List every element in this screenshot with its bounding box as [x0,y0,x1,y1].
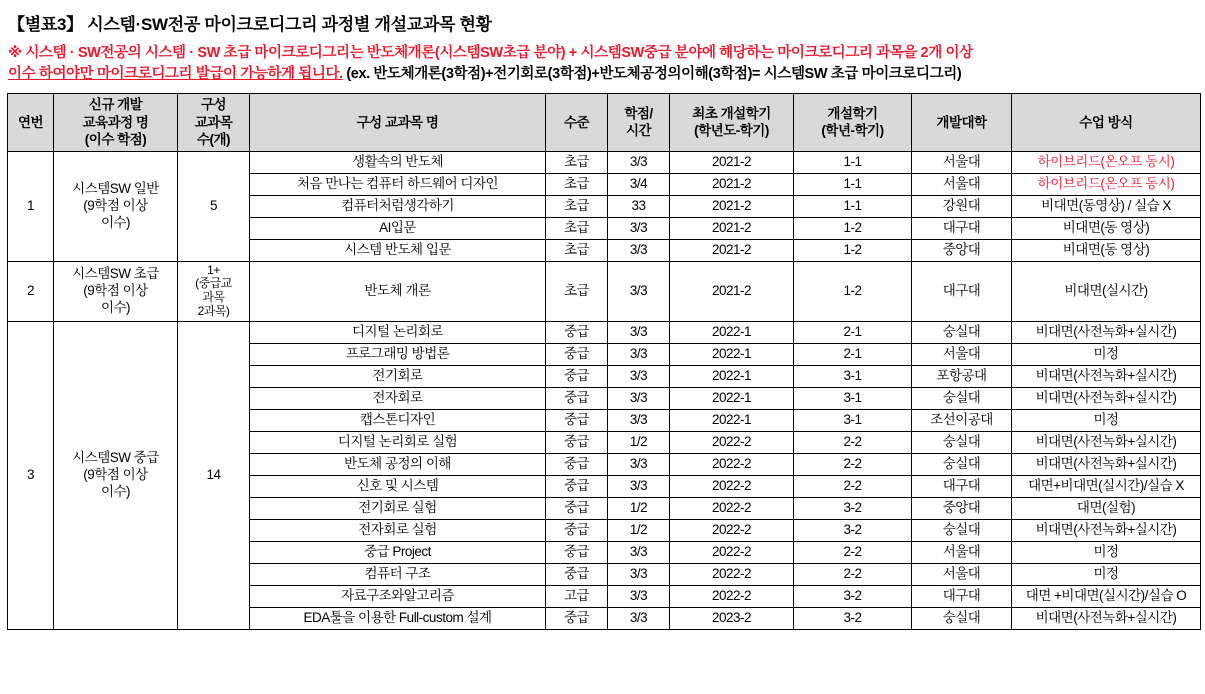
cell-class-mode: 하이브리드(온오프 동시) [1012,173,1201,195]
cell-open-term: 1-1 [794,195,912,217]
cell-open-term: 2-2 [794,431,912,453]
table-header-row [8,94,1201,152]
cell-university: 서울대 [912,151,1012,173]
cell-first-term: 2023-2 [670,607,794,629]
cell-first-term: 2021-2 [670,239,794,261]
cell-level: 초급 [546,217,608,239]
cell-level: 중급 [546,365,608,387]
cell-open-term: 3-2 [794,585,912,607]
cell-level: 중급 [546,321,608,343]
column-header-track: 신규 개발 교육과정 명 (이수 학점) [54,94,178,152]
cell-university: 숭실대 [912,387,1012,409]
cell-open-term: 3-1 [794,387,912,409]
cell-subject: 자료구조와알고리즘 [250,585,546,607]
cell-subject: AI입문 [250,217,546,239]
cell-university: 서울대 [912,343,1012,365]
cell-level: 초급 [546,195,608,217]
cell-level: 초급 [546,261,608,321]
cell-first-term: 2022-1 [670,387,794,409]
cell-subject: 프로그래밍 방법론 [250,343,546,365]
cell-first-term: 2021-2 [670,217,794,239]
cell-course-count: 1+ (중급교 과목 2과목) [178,261,250,321]
column-header-class-mode: 수업 방식 [1012,94,1201,152]
cell-open-term: 2-1 [794,343,912,365]
cell-level: 중급 [546,541,608,563]
cell-subject: 전기회로 실험 [250,497,546,519]
cell-credit: 3/3 [608,343,670,365]
cell-credit: 3/3 [608,387,670,409]
cell-level: 중급 [546,607,608,629]
cell-first-term: 2022-2 [670,431,794,453]
cell-class-mode: 비대면(동 영상) [1012,239,1201,261]
cell-subject: 전자회로 실험 [250,519,546,541]
cell-university: 서울대 [912,563,1012,585]
cell-open-term: 2-2 [794,475,912,497]
cell-first-term: 2022-1 [670,365,794,387]
notice-block [8,43,1199,85]
cell-university: 숭실대 [912,519,1012,541]
cell-university: 중앙대 [912,497,1012,519]
cell-university: 포항공대 [912,365,1012,387]
cell-open-term: 3-2 [794,497,912,519]
cell-first-term: 2022-2 [670,519,794,541]
cell-subject: 처음 만나는 컴퓨터 하드웨어 디자인 [250,173,546,195]
cell-credit: 33 [608,195,670,217]
cell-level: 중급 [546,497,608,519]
cell-open-term: 3-1 [794,409,912,431]
cell-credit: 3/3 [608,541,670,563]
cell-credit: 3/3 [608,453,670,475]
cell-subject: 컴퓨터 구조 [250,563,546,585]
cell-class-mode: 비대면(동 영상) [1012,217,1201,239]
cell-university: 숭실대 [912,607,1012,629]
cell-credit: 1/2 [608,431,670,453]
page-title: 【별표3】 시스템·SW전공 마이크로디그리 과정별 개설교과목 현황 [8,15,492,34]
cell-level: 고급 [546,585,608,607]
column-header-first-term: 최초 개설학기 (학년도-학기) [670,94,794,152]
table-row [8,151,1201,173]
cell-level: 중급 [546,563,608,585]
cell-open-term: 2-1 [794,321,912,343]
cell-university: 대구대 [912,261,1012,321]
cell-open-term: 1-2 [794,239,912,261]
cell-university: 서울대 [912,541,1012,563]
cell-credit: 3/3 [608,607,670,629]
cell-first-term: 2022-2 [670,585,794,607]
cell-track-name: 시스템SW 일반 (9학점 이상 이수) [54,151,178,261]
cell-first-term: 2022-2 [670,453,794,475]
column-header-subject: 구성 교과목 명 [250,94,546,152]
cell-open-term: 1-2 [794,217,912,239]
column-header-open-term: 개설학기 (학년-학기) [794,94,912,152]
cell-open-term: 2-2 [794,541,912,563]
cell-first-term: 2022-1 [670,321,794,343]
cell-index: 2 [8,261,54,321]
cell-class-mode: 비대면(사전녹화+실시간) [1012,365,1201,387]
table-row [8,321,1201,343]
cell-credit: 3/3 [608,151,670,173]
cell-class-mode: 미정 [1012,563,1201,585]
cell-credit: 3/3 [608,321,670,343]
cell-credit: 3/3 [608,217,670,239]
cell-subject: 전기회로 [250,365,546,387]
cell-class-mode: 비대면(사전녹화+실시간) [1012,519,1201,541]
table-body [8,151,1201,629]
cell-subject: 전자회로 [250,387,546,409]
cell-first-term: 2021-2 [670,195,794,217]
cell-subject: 신호 및 시스템 [250,475,546,497]
cell-university: 강원대 [912,195,1012,217]
cell-university: 대구대 [912,217,1012,239]
notice-line-2 [8,64,1199,85]
cell-credit: 3/3 [608,409,670,431]
column-header-university: 개발대학 [912,94,1012,152]
cell-first-term: 2022-1 [670,409,794,431]
cell-level: 초급 [546,151,608,173]
cell-class-mode: 비대면(실시간) [1012,261,1201,321]
cell-open-term: 2-2 [794,453,912,475]
cell-class-mode: 미정 [1012,409,1201,431]
cell-university: 대구대 [912,585,1012,607]
cell-credit: 3/3 [608,563,670,585]
cell-class-mode: 비대면(사전녹화+실시간) [1012,453,1201,475]
cell-class-mode: 비대면(동영상) / 실습 X [1012,195,1201,217]
cell-university: 숭실대 [912,321,1012,343]
cell-class-mode: 하이브리드(온오프 동시) [1012,151,1201,173]
cell-open-term: 3-2 [794,607,912,629]
cell-credit: 1/2 [608,497,670,519]
cell-class-mode: 비대면(사전녹화+실시간) [1012,387,1201,409]
cell-first-term: 2022-1 [670,343,794,365]
cell-subject: 중급 Project [250,541,546,563]
cell-credit: 3/3 [608,239,670,261]
table-row [8,261,1201,321]
cell-level: 중급 [546,519,608,541]
cell-level: 중급 [546,343,608,365]
column-header-credit: 학점/ 시간 [608,94,670,152]
curriculum-table [7,93,1201,630]
cell-class-mode: 미정 [1012,343,1201,365]
cell-class-mode: 비대면(사전녹화+실시간) [1012,607,1201,629]
cell-university: 조선이공대 [912,409,1012,431]
cell-open-term: 1-2 [794,261,912,321]
cell-first-term: 2022-2 [670,475,794,497]
cell-first-term: 2021-2 [670,261,794,321]
cell-credit: 1/2 [608,519,670,541]
cell-level: 중급 [546,387,608,409]
cell-index: 3 [8,321,54,629]
table-header [8,94,1201,152]
cell-index: 1 [8,151,54,261]
cell-first-term: 2022-2 [670,497,794,519]
cell-university: 숭실대 [912,431,1012,453]
cell-class-mode: 대면 +비대면(실시간)/실습 O [1012,585,1201,607]
cell-class-mode: 비대면(사전녹화+실시간) [1012,431,1201,453]
cell-level: 중급 [546,409,608,431]
cell-track-name: 시스템SW 중급 (9학점 이상 이수) [54,321,178,629]
cell-open-term: 1-1 [794,151,912,173]
cell-subject: 디지털 논리회로 [250,321,546,343]
column-header-index: 연번 [8,94,54,152]
cell-subject: 컴퓨터처럼생각하기 [250,195,546,217]
cell-track-name: 시스템SW 초급 (9학점 이상 이수) [54,261,178,321]
cell-open-term: 2-2 [794,563,912,585]
cell-subject: 디지털 논리회로 실험 [250,431,546,453]
cell-open-term: 3-2 [794,519,912,541]
cell-level: 중급 [546,431,608,453]
notice-example-text: (ex. 반도체개론(3학점)+전기회로(3학점)+반도체공정의이해(3학점)= 시스템SW 초급 마이크로디그리) [342,66,962,83]
cell-open-term: 3-1 [794,365,912,387]
cell-university: 중앙대 [912,239,1012,261]
cell-first-term: 2021-2 [670,173,794,195]
cell-course-count: 14 [178,321,250,629]
cell-course-count: 5 [178,151,250,261]
notice-underlined-text: 이수 하여야만 마이크로디그리 발급이 가능하게 됩니다. [8,66,343,83]
cell-first-term: 2021-2 [670,151,794,173]
cell-credit: 3/3 [608,365,670,387]
cell-university: 대구대 [912,475,1012,497]
cell-subject: 캡스톤디자인 [250,409,546,431]
notice-line-1: ※ 시스템 · SW전공의 시스템 · SW 초급 마이크로디그리는 반도체개론(시스템SW초급 분야) + 시스템SW중급 분야에 해당하는 마이크로디그리 과목을 2개 이상 [8,45,973,61]
cell-class-mode: 대면+비대면(실시간)/실습 X [1012,475,1201,497]
cell-subject: EDA툴을 이용한 Full-custom 설계 [250,607,546,629]
cell-first-term: 2022-2 [670,563,794,585]
cell-subject: 반도체 개론 [250,261,546,321]
cell-class-mode: 미정 [1012,541,1201,563]
cell-credit: 3/4 [608,173,670,195]
cell-credit: 3/3 [608,475,670,497]
cell-subject: 반도체 공정의 이해 [250,453,546,475]
cell-subject: 시스템 반도체 입문 [250,239,546,261]
cell-class-mode: 비대면(사전녹화+실시간) [1012,321,1201,343]
cell-credit: 3/3 [608,261,670,321]
cell-level: 초급 [546,173,608,195]
cell-level: 중급 [546,453,608,475]
column-header-course-count: 구성 교과목 수(개) [178,94,250,152]
cell-subject: 생활속의 반도체 [250,151,546,173]
cell-university: 서울대 [912,173,1012,195]
column-header-level: 수준 [546,94,608,152]
cell-class-mode: 대면(실험) [1012,497,1201,519]
cell-open-term: 1-1 [794,173,912,195]
cell-level: 중급 [546,475,608,497]
cell-credit: 3/3 [608,585,670,607]
cell-first-term: 2022-2 [670,541,794,563]
cell-university: 숭실대 [912,453,1012,475]
cell-level: 초급 [546,239,608,261]
